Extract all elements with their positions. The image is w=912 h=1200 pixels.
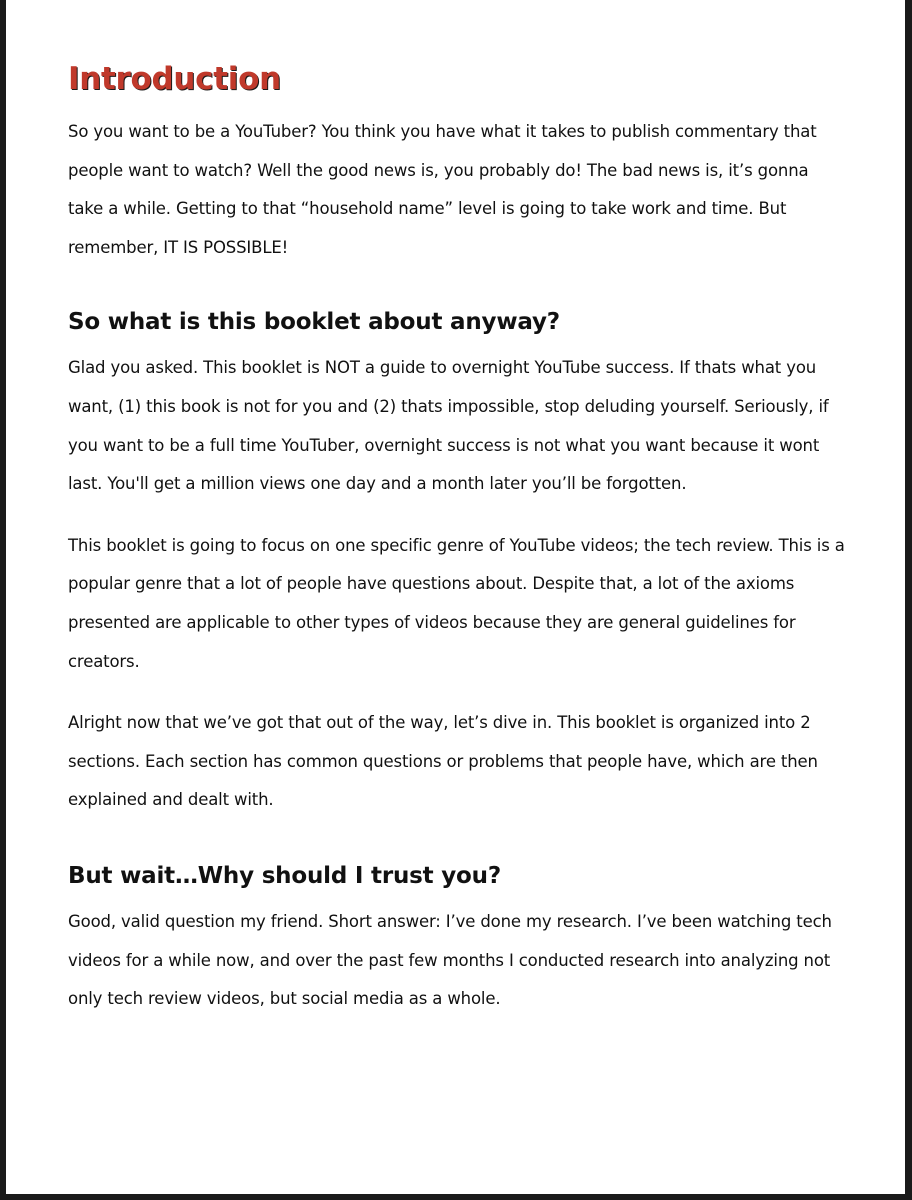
section-heading-trust: But wait…Why should I trust you? [68,862,501,889]
section-heading-about: So what is this booklet about anyway? [68,309,560,336]
trust-paragraph: Good, valid question my friend. Short answer: I’ve done my research. I’ve been watching tech videos for a while now, and over the past few months I conducted research into analyzing not only tech review videos, but social media as a whole. [68,911,832,1009]
page-title: Introduction [68,61,281,97]
about-paragraph-3: Alright now that we’ve got that out of the way, let’s dive in. This booklet is organized into 2 sections. Each section has common questions or problems that people have, which are then explained and dealt with. [68,713,818,810]
document-page [6,0,905,1194]
about-paragraph-2: This booklet is going to focus on one specific genre of YouTube videos; the tech review. This is a popular genre that a lot of people have questions about. Despite that, a lot of the axioms presented are applicable to other types of videos because they are general guidelines for creators. [68,535,845,671]
intro-paragraph: So you want to be a YouTuber? You think you have what it takes to publish commentary that people want to watch? Well the good news is, you probably do! The bad news is, it’s gonna take a while. Getting to that “household name” level is going to take work and time. But remember, IT IS POSSIBLE! [68,122,817,257]
about-paragraph-1: Glad you asked. This booklet is NOT a guide to overnight YouTube success. If thats what you want, (1) this book is not for you and (2) thats impossible, stop deluding yourself. Seriously, if you want to be a full time YouTuber, overnight success is not what you want because it wont last. You'll get a million views one day and a month later you’ll be forgotten. [68,358,829,494]
